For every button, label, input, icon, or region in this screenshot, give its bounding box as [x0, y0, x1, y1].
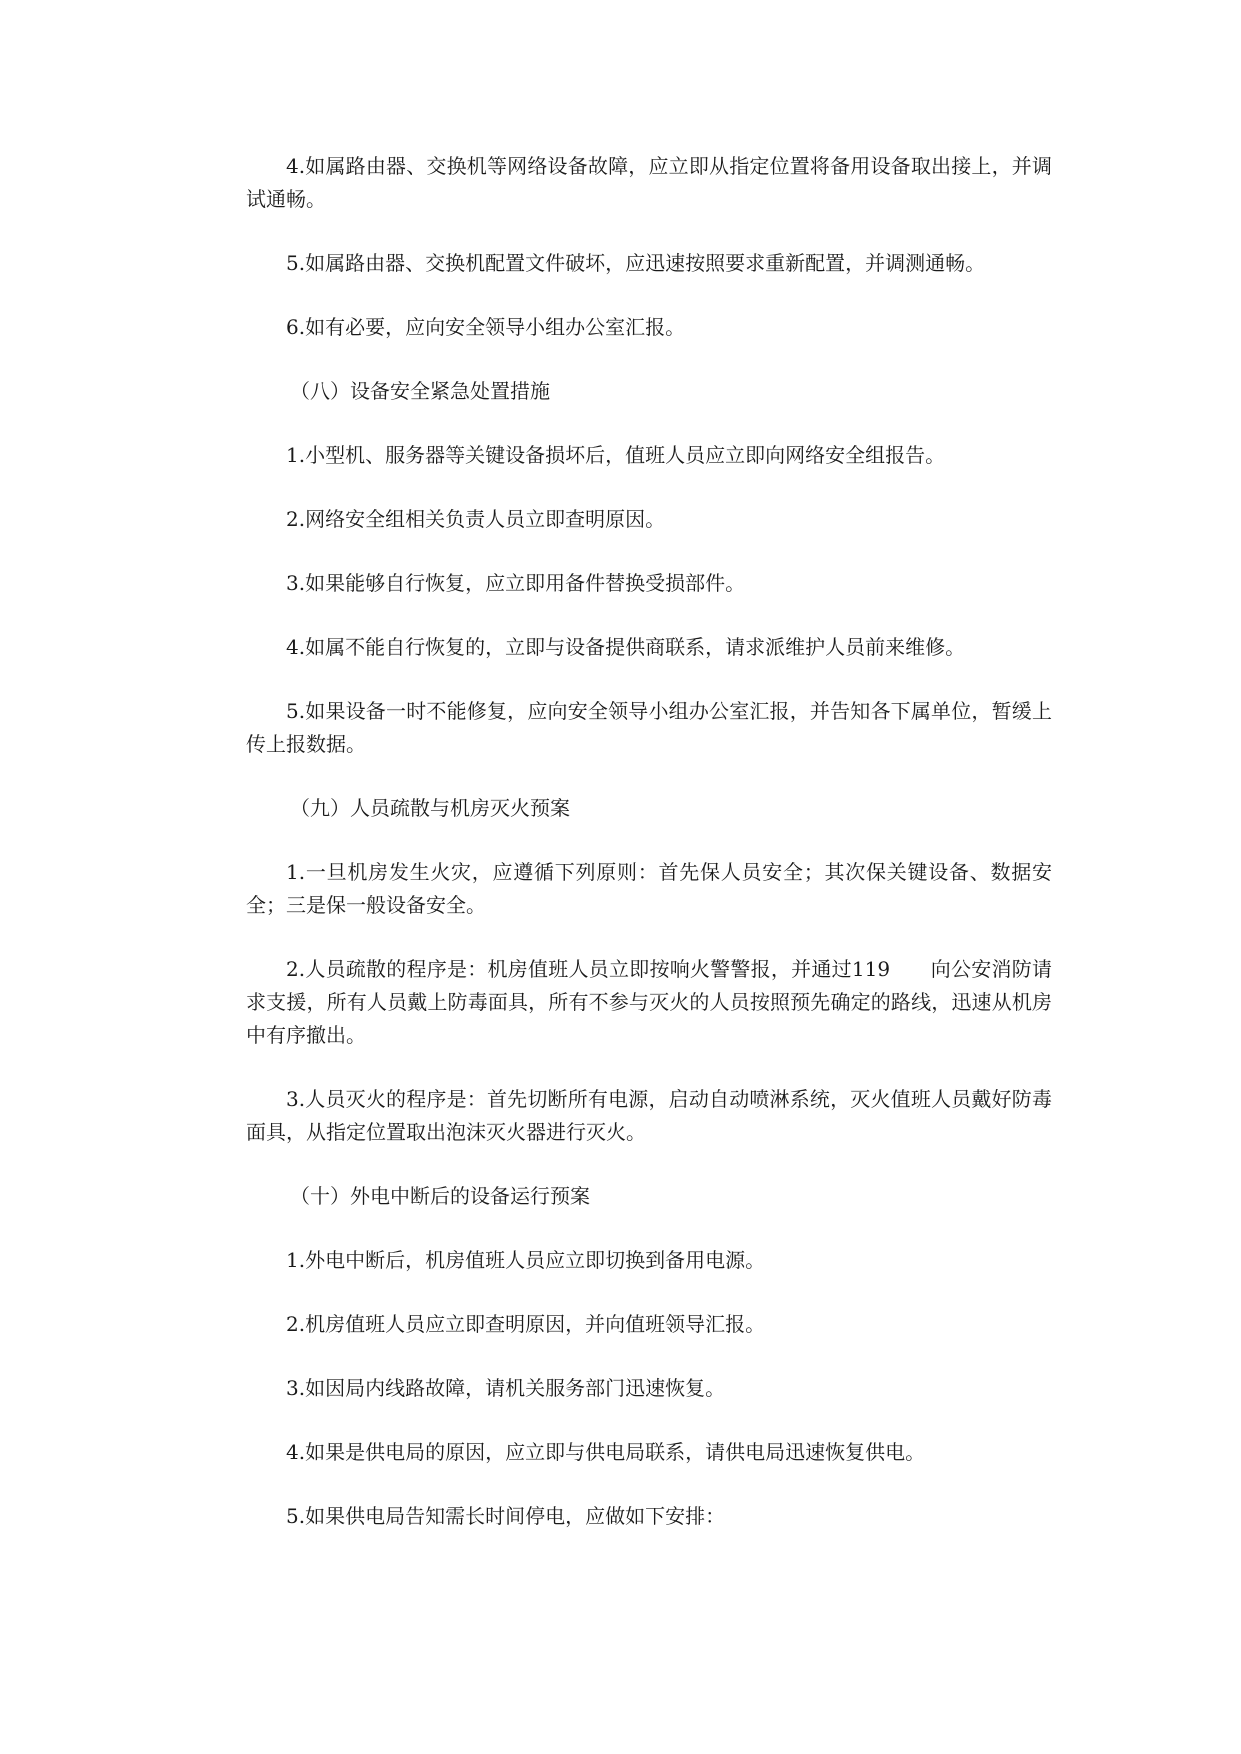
- list-item: 3.人员灭火的程序是：首先切断所有电源，启动自动喷淋系统，灭火值班人员戴好防毒面具，从指定位置取出泡沫灭火器进行灭火。: [246, 1087, 1052, 1144]
- list-item: 6.如有必要，应向安全领导小组办公室汇报。: [286, 315, 686, 339]
- list-item: 1.小型机、服务器等关键设备损坏后，值班人员应立即向网络安全组报告。: [286, 443, 946, 467]
- list-item: 4.如属路由器、交换机等网络设备故障，应立即从指定位置将备用设备取出接上，并调试通畅。: [246, 154, 1052, 211]
- list-item: 2.机房值班人员应立即查明原因，并向值班领导汇报。: [286, 1312, 766, 1336]
- document-body: [246, 150, 1052, 1564]
- list-item: 3.如果能够自行恢复，应立即用备件替换受损部件。: [286, 571, 746, 595]
- list-item: 4.如属不能自行恢复的，立即与设备提供商联系，请求派维护人员前来维修。: [286, 635, 966, 659]
- list-item: 1.外电中断后，机房值班人员应立即切换到备用电源。: [286, 1248, 766, 1272]
- list-item: 5.如果设备一时不能修复，应向安全领导小组办公室汇报，并告知各下属单位，暂缓上传上报数据。: [246, 699, 1052, 756]
- section-heading: （八）设备安全紧急处置措施: [290, 379, 550, 403]
- list-item: 2.网络安全组相关负责人员立即查明原因。: [286, 507, 666, 531]
- section-heading: （九）人员疏散与机房灭火预案: [290, 796, 570, 820]
- list-item: 3.如因局内线路故障，请机关服务部门迅速恢复。: [286, 1376, 726, 1400]
- list-item: 5.如属路由器、交换机配置文件破坏，应迅速按照要求重新配置，并调测通畅。: [286, 251, 986, 275]
- list-item: 2.人员疏散的程序是：机房值班人员立即按响火警警报，并通过119 向公安消防请求支援，所有人员戴上防毒面具，所有不参与灭火的人员按照预先确定的路线，迅速从机房中有序撤出。: [246, 957, 1052, 1047]
- section-heading: （十）外电中断后的设备运行预案: [290, 1184, 590, 1208]
- list-item: 4.如果是供电局的原因，应立即与供电局联系，请供电局迅速恢复供电。: [286, 1440, 926, 1464]
- list-item: 1.一旦机房发生火灾，应遵循下列原则：首先保人员安全；其次保关键设备、数据安全；三是保一般设备安全。: [246, 860, 1052, 917]
- list-item: 5.如果供电局告知需长时间停电，应做如下安排：: [286, 1504, 726, 1528]
